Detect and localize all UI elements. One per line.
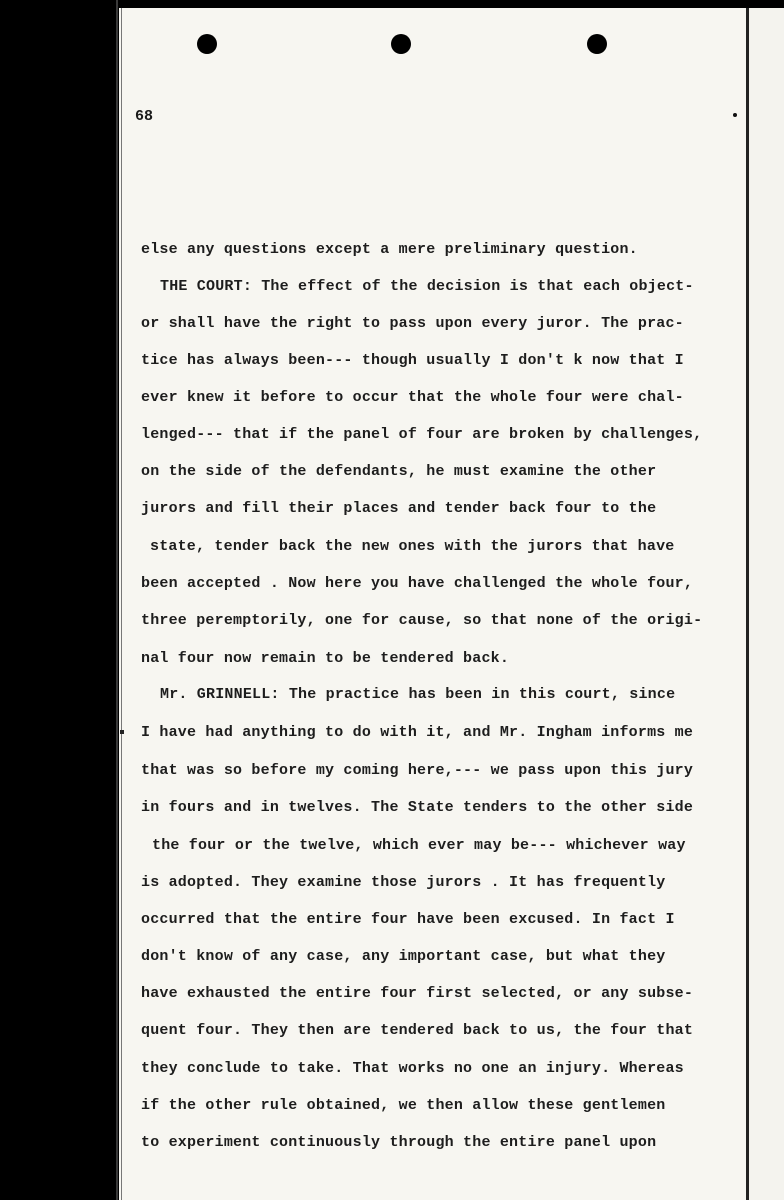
text-line: in fours and in twelves. The State tenders to the other side bbox=[141, 799, 694, 816]
punch-hole-left bbox=[197, 34, 217, 54]
text-line: jurors and fill their places and tender back four to the bbox=[141, 500, 657, 517]
text-line: the four or the twelve, which ever may be--- whichever way bbox=[152, 837, 686, 854]
text-line: or shall have the right to pass upon every juror. The prac- bbox=[141, 315, 684, 332]
text-line: else any questions except a mere preliminary question. bbox=[141, 241, 638, 258]
adjacent-page-strip bbox=[749, 8, 784, 1200]
text-line: on the side of the defendants, he must examine the other bbox=[141, 463, 657, 480]
text-line: don't know of any case, any important case, but what they bbox=[141, 948, 666, 965]
text-line: state, tender back the new ones with the jurors that have bbox=[150, 538, 675, 555]
text-line: occurred that the entire four have been excused. In fact I bbox=[141, 911, 675, 928]
left-binding-line bbox=[116, 0, 118, 1200]
punch-hole-right bbox=[587, 34, 607, 54]
text-line: THE COURT: The effect of the decision is that each object- bbox=[160, 278, 694, 295]
text-line: they conclude to take. That works no one an injury. Whereas bbox=[141, 1060, 684, 1077]
text-line: ever knew it before to occur that the whole four were chal- bbox=[141, 389, 684, 406]
text-line: Mr. GRINNELL: The practice has been in this court, since bbox=[160, 686, 676, 703]
text-line: is adopted. They examine those jurors . It has frequently bbox=[141, 874, 666, 891]
text-line: tice has always been--- though usually I don't k now that I bbox=[141, 352, 684, 369]
text-line: nal four now remain to be tendered back. bbox=[141, 650, 510, 667]
punch-hole-center bbox=[391, 34, 411, 54]
text-line: been accepted . Now here you have challenged the whole four, bbox=[141, 575, 694, 592]
text-line: that was so before my coming here,--- we pass upon this jury bbox=[141, 762, 694, 779]
text-line: have exhausted the entire four first selected, or any subse- bbox=[141, 985, 694, 1002]
margin-tick bbox=[120, 730, 124, 734]
text-line: lenged--- that if the panel of four are broken by challenges, bbox=[141, 426, 703, 443]
margin-dot bbox=[733, 113, 737, 117]
text-line: three peremptorily, one for cause, so that none of the origi- bbox=[141, 612, 703, 629]
text-line: I have had anything to do with it, and Mr. Ingham informs me bbox=[141, 724, 694, 741]
text-line: quent four. They then are tendered back to us, the four that bbox=[141, 1022, 694, 1039]
text-line: to experiment continuously through the entire panel upon bbox=[141, 1134, 657, 1151]
page-number: 68 bbox=[135, 108, 154, 125]
left-margin-rule bbox=[121, 8, 122, 1200]
text-line: if the other rule obtained, we then allow these gentlemen bbox=[141, 1097, 666, 1114]
